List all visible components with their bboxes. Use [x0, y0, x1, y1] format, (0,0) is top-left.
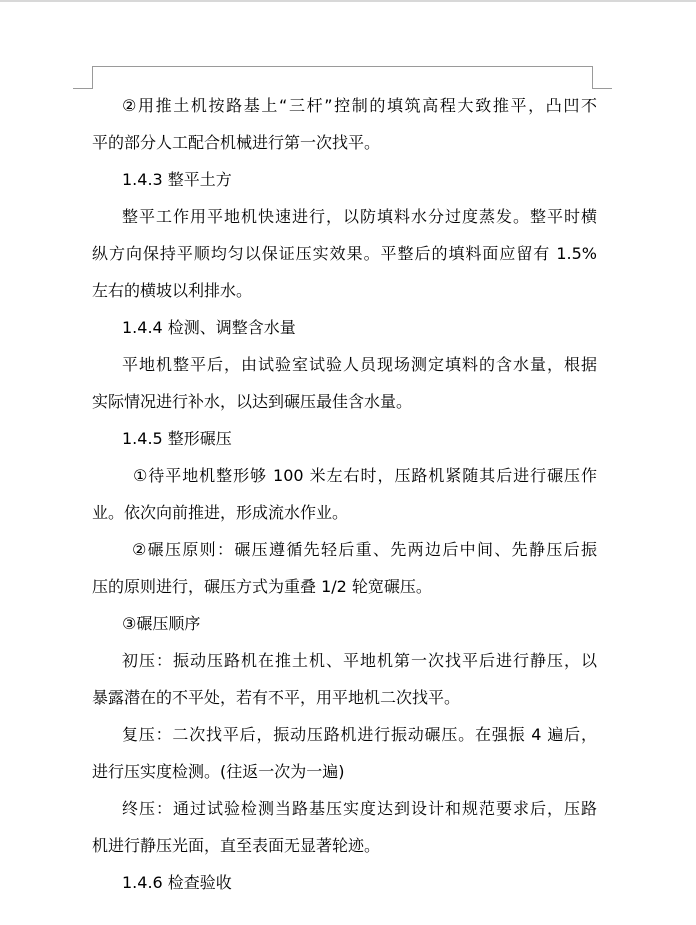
- crop-mark-right-vertical: [592, 66, 593, 89]
- paragraph-line: 暴露潜在的不平处，若有不平，用平地机二次找平。: [92, 688, 461, 707]
- paragraph-line: 压的原则进行，碾压方式为重叠 1/2 轮宽碾压。: [92, 577, 432, 596]
- section-heading: 1.4.3 整平土方: [122, 170, 232, 189]
- paragraph-line: 平的部分人工配合机械进行第一次找平。: [92, 133, 381, 152]
- paragraph-line: 机进行静压光面，直至表面无显著轮迹。: [92, 836, 381, 855]
- paragraph-line: 平地机整平后，由试验室试验人员现场测定填料的含水量，根据: [122, 355, 597, 374]
- subsection-heading: ③碾压顺序: [122, 614, 201, 633]
- paragraph-line: 业。依次向前推进，形成流水作业。: [92, 503, 349, 522]
- paragraph-line: 进行压实度检测。(往返一次为一遍): [92, 762, 345, 781]
- crop-mark-left-horizontal: [73, 88, 93, 89]
- section-heading: 1.4.5 整形碾压: [122, 429, 232, 448]
- paragraph-line: ②碾压原则：碾压遵循先轻后重、先两边后中间、先静压后振: [132, 540, 597, 559]
- section-heading: 1.4.6 检查验收: [122, 873, 232, 892]
- paragraph-line: 左右的横坡以利排水。: [92, 281, 253, 300]
- paragraph-line: ②用推土机按路基上“三杆”控制的填筑高程大致推平，凸凹不: [122, 96, 597, 115]
- page-top-edge: [0, 0, 696, 2]
- paragraph-line: 初压：振动压路机在推土机、平地机第一次找平后进行静压，以: [122, 651, 597, 670]
- paragraph-line: 终压：通过试验检测当路基压实度达到设计和规范要求后，压路: [122, 799, 597, 818]
- paragraph-line: 复压：二次找平后，振动压路机进行振动碾压。在强振 4 遍后，: [122, 725, 597, 744]
- paragraph-line: ①待平地机整形够 100 米左右时，压路机紧随其后进行碾压作: [133, 466, 597, 485]
- paragraph-line: 纵方向保持平顺均匀以保证压实效果。平整后的填料面应留有 1.5%: [92, 244, 597, 263]
- section-heading: 1.4.4 检测、调整含水量: [122, 318, 296, 337]
- paragraph-line: 实际情况进行补水，以达到碾压最佳含水量。: [92, 392, 413, 411]
- header-margin-line: [92, 66, 593, 67]
- crop-mark-left-vertical: [92, 66, 93, 89]
- document-body: [92, 87, 597, 901]
- paragraph-line: 整平工作用平地机快速进行，以防填料水分过度蒸发。整平时横: [122, 207, 597, 226]
